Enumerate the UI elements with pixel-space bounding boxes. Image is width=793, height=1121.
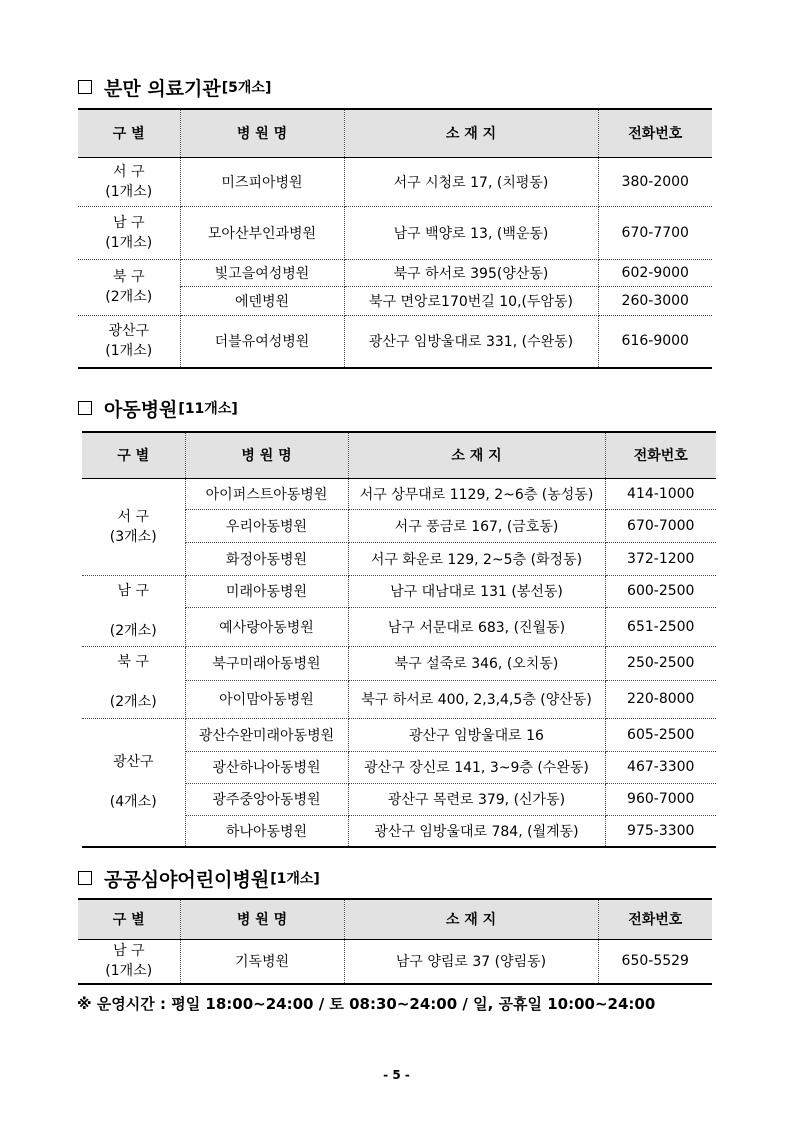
section-heading-birth xyxy=(78,75,271,99)
section-heading-children xyxy=(78,396,238,420)
table-row xyxy=(82,718,716,751)
hospital-name: 기독병원 xyxy=(180,939,344,984)
hospital-address: 광산구 장신로 141, 3~9층 (수완동) xyxy=(348,751,605,783)
hospital-name: 광산수완미래아동병원 xyxy=(185,718,348,751)
hospital-phone: 670-7700 xyxy=(598,206,712,259)
hospital-phone: 260-3000 xyxy=(598,286,712,315)
hospital-phone: 616-9000 xyxy=(621,333,689,350)
hospital-name: 우리아동병원 xyxy=(185,509,348,542)
hospital-phone: 250-2500 xyxy=(605,646,716,680)
header-address: 소 재 지 xyxy=(344,109,598,157)
hospital-address: 서구 풍금로 167, (금호동) xyxy=(348,509,605,542)
region-cell: 남 구 (2개소) xyxy=(82,575,185,646)
hospital-address: 광산구 임방울대로 784, (월계동) xyxy=(348,815,605,847)
hospital-name: 빛고을여성병원 xyxy=(180,259,344,286)
hospital-name: 아이퍼스트아동병원 xyxy=(185,478,348,509)
table-row xyxy=(82,478,716,509)
hospital-phone: 220-8000 xyxy=(605,680,716,718)
hospital-address: 남구 백양로 13, (백운동) xyxy=(344,206,598,259)
hospital-name: 아이맘아동병원 xyxy=(185,680,348,718)
hospital-address: 남구 서문대로 683, (진월동) xyxy=(348,607,605,646)
region-cell: 광산구 (4개소) xyxy=(82,718,185,847)
hospital-phone: 651-2500 xyxy=(605,607,716,646)
header-phone: 전화번호 xyxy=(605,432,716,478)
header-address: 소 재 지 xyxy=(344,899,598,939)
hospital-phone: 414-1000 xyxy=(605,478,716,509)
hospital-phone: 975-3300 xyxy=(627,822,695,839)
hospital-name: 광주중앙아동병원 xyxy=(185,783,348,815)
section-title: 아동병원 xyxy=(104,398,178,421)
region-cell: 서 구 (1개소) xyxy=(78,157,180,206)
hospital-phone: 467-3300 xyxy=(605,751,716,783)
checkbox-square-icon xyxy=(78,871,92,885)
hospital-address: 서구 상무대로 1129, 2~6층 (농성동) xyxy=(348,478,605,509)
hospital-address: 광산구 목련로 379, (신가동) xyxy=(348,783,605,815)
operating-hours-note: ※ 운영시간 : 평일 18:00~24:00 / 토 08:30~24:00 / 일, 공휴일 10:00~24:00 xyxy=(77,995,656,1013)
region-cell: 남 구 (1개소) xyxy=(78,939,180,984)
hospital-phone: 600-2500 xyxy=(605,575,716,607)
hospital-phone: 602-9000 xyxy=(598,259,712,286)
hospital-address: 남구 대남대로 131 (봉선동) xyxy=(348,575,605,607)
region-cell: 북 구 (2개소) xyxy=(78,259,180,315)
table-row xyxy=(78,206,712,259)
header-address: 소 재 지 xyxy=(348,432,605,478)
birth-hospital-table xyxy=(78,108,712,369)
header-phone: 전화번호 xyxy=(598,899,712,939)
section-title: 분만 의료기관 xyxy=(104,77,221,100)
section-count: [11개소] xyxy=(178,401,238,417)
hospital-name: 모아산부인과병원 xyxy=(180,206,344,259)
table-row xyxy=(82,575,716,607)
region-cell: 남 구 (1개소) xyxy=(78,206,180,259)
header-name: 병 원 명 xyxy=(185,432,348,478)
table-row xyxy=(82,646,716,680)
table-row xyxy=(78,315,712,368)
hospital-name: 하나아동병원 xyxy=(185,815,348,847)
table-row xyxy=(78,259,712,286)
hospital-address: 광산구 임방울대로 331, (수완동) xyxy=(344,315,598,368)
hospital-name: 화정아동병원 xyxy=(185,542,348,575)
hospital-phone: 670-7000 xyxy=(605,509,716,542)
header-region: 구 별 xyxy=(78,899,180,939)
section-count: [5개소] xyxy=(221,80,272,96)
hospital-address: 남구 양림로 37 (양림동) xyxy=(344,939,598,984)
hospital-phone: 960-7000 xyxy=(605,783,716,815)
hospital-name: 더블유여성병원 xyxy=(180,315,344,368)
table-row xyxy=(78,157,712,206)
hospital-address: 북구 하서로 395(양산동) xyxy=(344,259,598,286)
header-region: 구 별 xyxy=(78,109,180,157)
hospital-address: 서구 시청로 17, (치평동) xyxy=(344,157,598,206)
hospital-name: 광산하나아동병원 xyxy=(185,751,348,783)
header-name: 병 원 명 xyxy=(180,899,344,939)
checkbox-square-icon xyxy=(78,80,92,94)
children-hospital-table xyxy=(82,431,716,848)
night-hospital-table xyxy=(78,898,712,985)
hospital-address: 북구 하서로 400, 2,3,4,5층 (양산동) xyxy=(348,680,605,718)
hospital-phone: 650-5529 xyxy=(621,953,689,970)
header-region: 구 별 xyxy=(82,432,185,478)
hospital-name: 북구미래아동병원 xyxy=(185,646,348,680)
section-heading-night xyxy=(78,866,320,890)
region-cell: 북 구 (2개소) xyxy=(82,646,185,718)
hospital-phone: 605-2500 xyxy=(605,718,716,751)
section-count: [1개소] xyxy=(270,871,320,887)
section-title: 공공심야어린이병원 xyxy=(104,868,270,891)
hospital-name: 예사랑아동병원 xyxy=(185,607,348,646)
region-cell: 광산구 (1개소) xyxy=(78,315,180,368)
region-cell: 서 구 (3개소) xyxy=(82,478,185,575)
hospital-name: 미래아동병원 xyxy=(185,575,348,607)
hospital-address: 북구 설죽로 346, (오치동) xyxy=(348,646,605,680)
header-phone: 전화번호 xyxy=(598,109,712,157)
hospital-name: 에덴병원 xyxy=(180,286,344,315)
checkbox-square-icon xyxy=(78,401,92,415)
hospital-address: 북구 면앙로170번길 10,(두암동) xyxy=(344,286,598,315)
hospital-address: 서구 화운로 129, 2~5층 (화정동) xyxy=(348,542,605,575)
hospital-name: 미즈피아병원 xyxy=(180,157,344,206)
hospital-address: 광산구 임방울대로 16 xyxy=(348,718,605,751)
hospital-phone: 372-1200 xyxy=(605,542,716,575)
header-name: 병 원 명 xyxy=(180,109,344,157)
table-row xyxy=(78,939,712,984)
hospital-phone: 380-2000 xyxy=(598,157,712,206)
page-number: - 5 - xyxy=(383,1068,410,1082)
